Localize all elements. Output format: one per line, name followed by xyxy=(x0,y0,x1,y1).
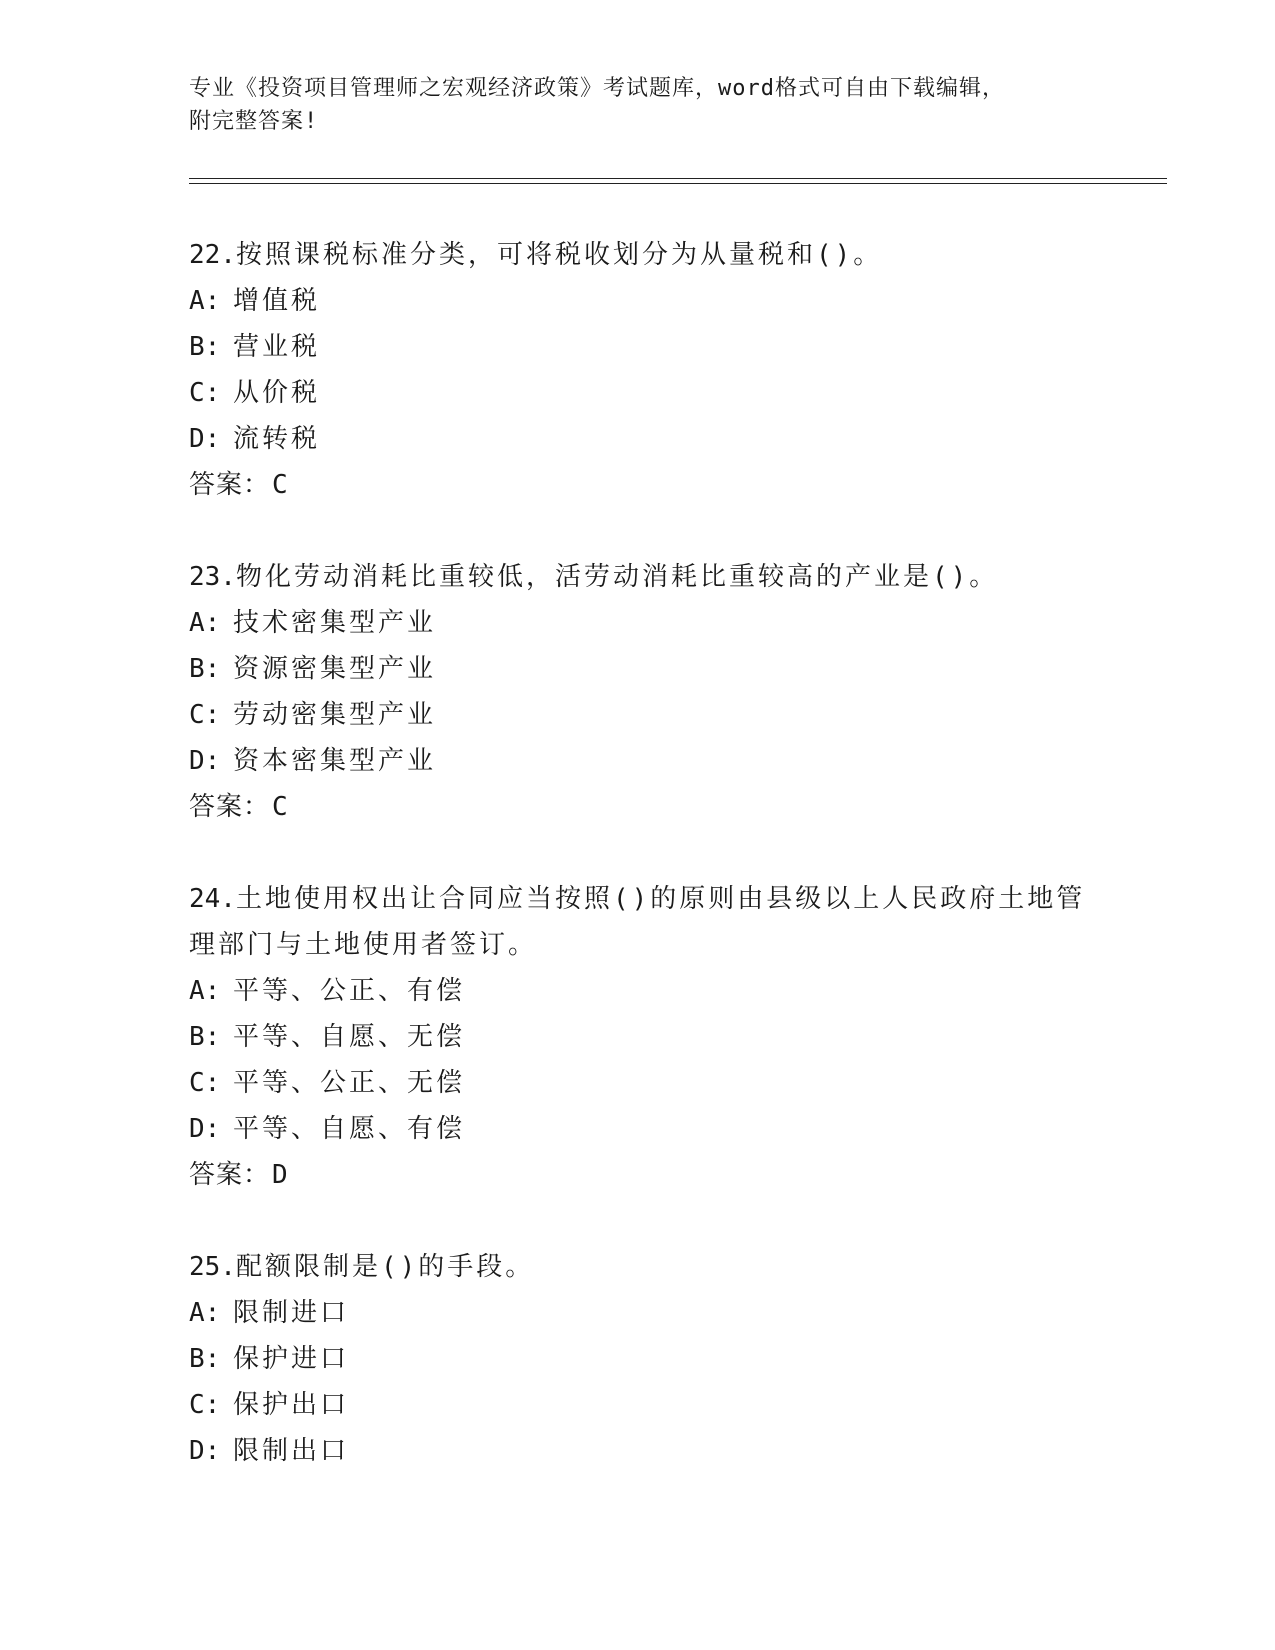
option-key: B: xyxy=(189,654,221,684)
option-text: 增值税 xyxy=(233,286,321,316)
question-item xyxy=(189,876,1089,1198)
question-text: 配额限制是()的手段。 xyxy=(235,1252,535,1282)
option-text: 资源密集型产业 xyxy=(233,654,437,684)
question-number: 23. xyxy=(189,562,236,592)
option-key: B: xyxy=(189,1022,221,1052)
option-key: A: xyxy=(189,608,221,638)
option-key: C: xyxy=(189,378,221,408)
answer-option xyxy=(189,278,1089,324)
answer-option xyxy=(189,692,1089,738)
option-text: 营业税 xyxy=(233,332,321,362)
option-key: C: xyxy=(189,1390,221,1420)
option-key: D: xyxy=(189,1436,221,1466)
answer-label: 答案： xyxy=(189,470,271,500)
option-key: D: xyxy=(189,424,221,454)
option-key: C: xyxy=(189,1068,221,1098)
answer-option xyxy=(189,738,1089,784)
header-divider-bottom xyxy=(189,183,1167,184)
answer-option xyxy=(189,646,1089,692)
question-item xyxy=(189,232,1089,508)
answer-option xyxy=(189,600,1089,646)
option-text: 限制出口 xyxy=(233,1436,350,1466)
question-item xyxy=(189,1244,1089,1474)
option-text: 保护进口 xyxy=(233,1344,350,1374)
answer-option xyxy=(189,1428,1089,1474)
question-stem xyxy=(189,1244,1089,1290)
answer-label: 答案： xyxy=(189,792,271,822)
answer-option xyxy=(189,1290,1089,1336)
answer-option xyxy=(189,1382,1089,1428)
option-text: 流转税 xyxy=(233,424,321,454)
question-text: 物化劳动消耗比重较低，活劳动消耗比重较高的产业是()。 xyxy=(235,562,999,592)
option-text: 平等、自愿、无偿 xyxy=(233,1022,466,1052)
document-header xyxy=(189,72,1089,138)
answer-label: 答案： xyxy=(189,1160,271,1190)
answer-option xyxy=(189,1060,1089,1106)
answer-line xyxy=(189,462,1089,508)
option-text: 平等、自愿、有偿 xyxy=(233,1114,466,1144)
question-number: 24. xyxy=(189,884,236,914)
question-number: 22. xyxy=(189,240,236,270)
question-text: 土地使用权出让合同应当按照()的原则由县级以上人民政府土地管理部门与土地使用者签订。 xyxy=(189,884,1086,960)
answer-option xyxy=(189,324,1089,370)
option-text: 从价税 xyxy=(233,378,321,408)
option-text: 劳动密集型产业 xyxy=(233,700,437,730)
option-key: A: xyxy=(189,1298,221,1328)
answer-option xyxy=(189,1106,1089,1152)
question-list xyxy=(189,232,1089,1520)
question-number: 25. xyxy=(189,1252,236,1282)
answer-value: D xyxy=(272,1160,289,1190)
answer-value: C xyxy=(272,470,289,500)
option-key: C: xyxy=(189,700,221,730)
option-text: 技术密集型产业 xyxy=(233,608,437,638)
option-key: D: xyxy=(189,1114,221,1144)
header-line-1: 专业《投资项目管理师之宏观经济政策》考试题库，word格式可自由下载编辑， xyxy=(189,76,1005,101)
question-stem xyxy=(189,554,1089,600)
option-key: D: xyxy=(189,746,221,776)
option-text: 限制进口 xyxy=(233,1298,350,1328)
answer-line xyxy=(189,784,1089,830)
question-stem xyxy=(189,232,1089,278)
option-text: 平等、公正、有偿 xyxy=(233,976,466,1006)
header-line-2: 附完整答案! xyxy=(189,109,319,134)
answer-line xyxy=(189,1152,1089,1198)
question-stem xyxy=(189,876,1089,968)
option-text: 平等、公正、无偿 xyxy=(233,1068,466,1098)
answer-option xyxy=(189,370,1089,416)
question-item xyxy=(189,554,1089,830)
question-text: 按照课税标准分类，可将税收划分为从量税和()。 xyxy=(235,240,883,270)
option-key: B: xyxy=(189,332,221,362)
header-divider-top xyxy=(189,178,1167,179)
option-key: B: xyxy=(189,1344,221,1374)
option-key: A: xyxy=(189,976,221,1006)
answer-option xyxy=(189,1336,1089,1382)
option-key: A: xyxy=(189,286,221,316)
answer-value: C xyxy=(272,792,289,822)
answer-option xyxy=(189,968,1089,1014)
option-text: 资本密集型产业 xyxy=(233,746,437,776)
option-text: 保护出口 xyxy=(233,1390,350,1420)
answer-option xyxy=(189,416,1089,462)
answer-option xyxy=(189,1014,1089,1060)
